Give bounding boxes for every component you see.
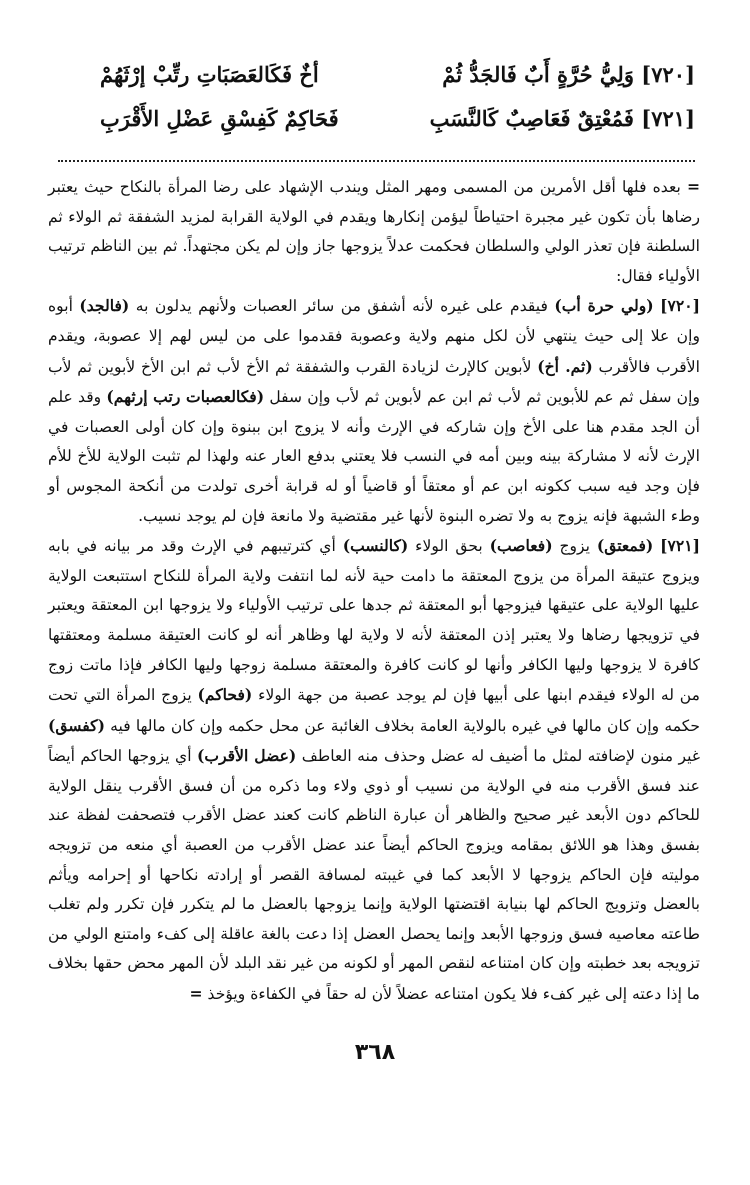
p720-text-1: فيقدم على غيره لأنه أشفق من سائر العصبات ولأنهم يدلون به [135,297,548,316]
p721-text-5: غير منون لإضافته لمثل ما أضيف له عضل وحذف منه العاطف [301,747,700,766]
p721-bold-4: (فحاكم) [197,685,253,705]
p721-text-1: يزوج [559,537,590,556]
p721-text-4: يزوج المرأة التي تحت حكمه وإن كان مالها في غيره بالولاية العامة بخلاف الغائبة عن محل حكمه وإن كان مالها فيه [48,686,700,735]
continuation-end-mark: = [189,984,203,1004]
verse-721-first-half [430,106,695,131]
intro-paragraph [48,172,700,291]
page-number: ٣٦٨ [354,1040,396,1065]
continuation-mark: = [686,177,701,196]
p721-bold-1: (فمعتق) [596,536,654,556]
p721-text-6: أي يزوجها الحاكم أيضاً عند فسق الأقرب منه في الولاية من نسيب أو ذوي ولاء وما ذكره من أن فسق الأقرب ينقل الولاية للحاكم دون الأبعد غير صحيح والظاهر أن عبارة الناظم كانت كعند عضل الأقرب فتصحفت لفظة عند بفسق وهذا هو اللائق بمقامه ويزوج الحاكم أيضاً عند عضل الأقرب من العصبة أي منعه من تزويجه موليته فإن الحاكم يزوجها لا الأبعد كما في غيبته لمسافة القصر أو إرادته نكاحها أو إحرامه ويأثم بالعضل وتزويج الحاكم لها بنيابة اقتضتها الولاية وإنما يزوجها بالعضل ما لم يتكرر فإن تكرر ولم تغلب طاعته معاصيه فسق وزوجها الأبعد وإنما يحصل العضل إذا دعت بالغة عاقلة إلى كفء وامتنع الولي من تزويجه بعد خطبته وإن كان امتناعه لنقص المهر أو لكونه من غير نقد البلد لأن المهر محض حقها بخلاف ما إذا دعته إلى غير كفء فلا يكون امتناعه عضلاً لأن له حقاً في الكفاءة ويؤخذ [48,747,700,1004]
paragraph-720 [48,291,700,531]
verse-721-second-half: فَحَاكِمٌ كَفِسْقِ عَضْلِ الأَقْرَبِ [100,106,339,131]
p721-bold-3: (كالنسب) [342,536,409,556]
p721-bold-2: (فعاصب) [489,536,553,556]
p721-text-3: أي كترتيبهم في الإرث وقد مر بيانه في بابه ويزوج عتيقة المرأة من يزوج المعتقة ما دامت حية لأنه لما انتفت ولاية المرأة للنكاح استتبعت الولاية عليها الولاية على عتيقها فيزوجها أبو المعتقة ثم جدها على ترتيب الأولياء ولا يزوجها ابن المعتقة ويعتبر في تزويجها رضاها ولا يعتبر إذن المعتقة لأنه لا ولاية لها وظاهر أنه لو كانت العتيقة مسلمة ومعتقتها كافرة لا يزوجها وليها الكافر وأنها لو كانت كافرة والمعتقة مسلمة زوجها وليها الكافر فإذا ماتت زوج من له الولاء فيقدم ابنها على أبيها فإن لم يوجد عصبة من جهة الولاء [48,537,700,705]
p720-bold-2: (فالجد) [79,296,130,316]
verse-721 [100,106,695,150]
verse-721-text-1: فَمُعْتِقٌ فَعَاصِبٌ كَالنَّسَبِ [429,106,634,131]
verse-721-number: [٧٢١] [641,106,695,131]
verse-720-first-half [442,62,695,87]
verse-720 [100,62,695,106]
p721-text-2: بحق الولاء [415,537,483,556]
paragraph-721 [48,531,700,1010]
verse-720-text-1: وَلِيُّ حُرَّةٍ أَبٌ فَالجَدُّ ثُمْ [442,62,634,87]
p721-number: [٧٢١] [660,536,701,556]
verse-720-second-half: أخٌ فَكَالعَصَبَاتِ رتِّبْ إرْثَهُمْ [100,62,319,87]
commentary-body [48,172,700,1010]
p721-bold-5: (كفسق) [48,715,105,735]
p720-text-4: وقد علم أن الجد مقدم هنا على الأخ وإن شاركه في الإرث وأنه لا يزوج ابن ببنوة وإن كان أولى العصبات في الإرث لأنه لا مشاركة بينه وبين أمه في النسب فلا يعتني بدفع العار عنه ولهذا لم تثبت الولاية للأخ للأم فإن وجد فيه سبب ككونه ابن عم أو معتقاً أو قاضياً أو له قرابة أخرى تولدت من أنكحة المجوس أو وطء الشبهة فإنه يزوج به ولا تضره البنوة لأنها غير مقتضية ولا مانعة فإن لم يوجد نسيب. [48,388,700,525]
p720-bold-3: (ثم. أخ) [537,356,593,376]
p720-number: [٧٢٠] [660,296,700,316]
p720-bold-1: (ولي حرة أب) [554,296,654,316]
dotted-divider [58,160,695,162]
p721-bold-6: (عضل الأقرب) [197,746,297,766]
p720-text-2: أبوه وإن علا إلى حيث ينتهي لأن لكل منهم ولاية وعصوبة فقدموا على من ليس لهم إلا عصوبة، ويقدم الأقرب فالأقرب [48,297,700,376]
p720-bold-4: (فكالعصبات رتب إرثهم) [106,387,265,407]
intro-text: بعده فلها أقل الأمرين من المسمى ومهر المثل ويندب الإشهاد على رضا المرأة بالنكاح حيث يعتبر رضاها بأن تكون غير مجبرة احتياطاً ليؤمن إنكارها ويقدم في الولاية القرابة لمزيد الشفقة ثم الولاء ثم السلطنة فإن تعذر الولي والسلطان فحكمت عدلاً يزوجها جاز وإن لم يكن مجتهداً. ثم بين الناظم ترتيب الأولياء فقال: [48,178,700,285]
verse-720-number: [٧٢٠] [641,62,695,87]
poem-block [100,62,695,150]
p720-text-3: لأبوين كالإرث لزيادة القرب والشفقة ثم الأخ لأب ثم ابن الأخ لأبوين ثم لأب وإن سفل ثم عم للأبوين ثم لأب ثم ابن عم لأبوين ثم لأب وإن سفل [48,357,700,407]
